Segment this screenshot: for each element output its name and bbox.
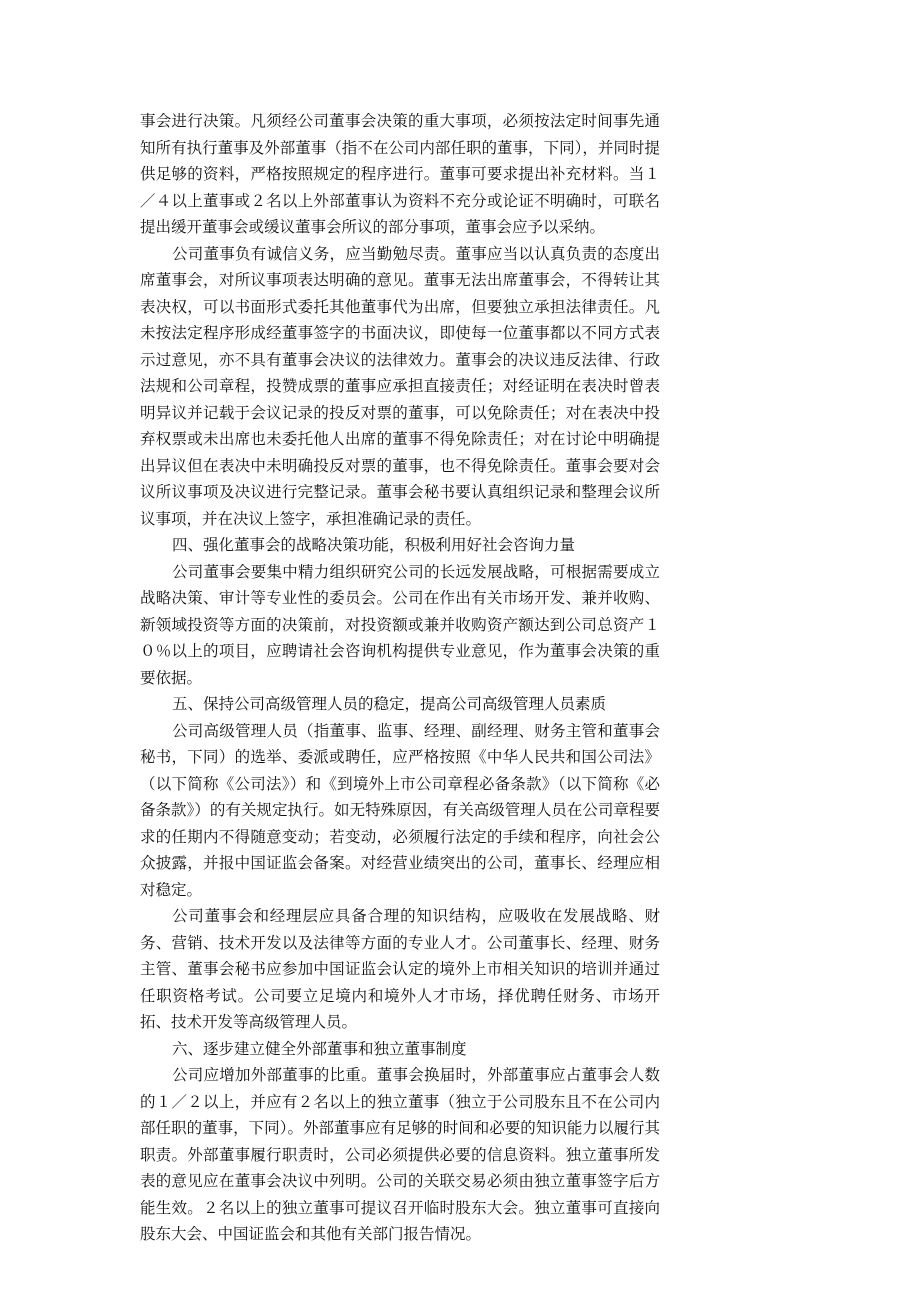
paragraph-knowledge-structure: 公司董事会和经理层应具备合理的知识结构，应吸收在发展战略、财务、营销、技术开发以及法律等方面的专业人才。公司董事长、经理、财务主管、董事会秘书应参加中国证监会认定的境外上市相关知识的培训并通过任职资格考试。公司要立足境内和境外人才市场，择优聘任财务、市场开拓、技术开发等高级管理人员。 [140, 907, 660, 1031]
paragraph-strategy: 公司董事会要集中精力组织研究公司的长远发展战略，可根据需要成立战略决策、审计等专业性的委员会。公司在作出有关市场开发、兼并收购、新领域投资等方面的决策前，对投资额或兼并收购资产额达到公司总资产１０％以上的项目，应聘请社会咨询机构提供专业意见，作为董事会决策的重要依据。 [140, 562, 660, 687]
section-heading-6: 六、逐步建立健全外部董事和独立董事制度 [172, 1039, 467, 1058]
section-heading-5: 五、保持公司高级管理人员的稳定，提高公司高级管理人员素质 [172, 695, 607, 713]
section-heading-4: 四、强化董事会的战略决策功能，积极利用好社会咨询力量 [172, 536, 576, 554]
paragraph-continuation: 事会进行决策。凡须经公司董事会决策的重大事项，必须按法定时间事先通知所有执行董事及外部董事（指不在公司内部任职的董事，下同），并同时提供足够的资料，严格按照规定的程序进行。董事可要求提出补充材料。当１／４以上董事或２名以上外部董事认为资料不充分或论证不明确时，可联名提出缓开董事会或缓议董事会所议的部分事项，董事会应予以采纳。 [140, 112, 660, 236]
paragraph-director-duties: 公司董事负有诚信义务，应当勤勉尽责。董事应当以认真负责的态度出席董事会，对所议事项表达明确的意见。董事无法出席董事会，不得转让其表决权，可以书面形式委托其他董事代为出席，但要独立承担法律责任。凡未按法定程序形成经董事签字的书面决议，即使每一位董事都以不同方式表示过意见，亦不具有董事会决议的法律效力。董事会的决议违反法律、行政法规和公司章程，投赞成票的董事应承担直接责任；对经证明在表决时曾表明异议并记载于会议记录的投反对票的董事，可以免除责任；对在表决中投弃权票或未出席也未委托他人出席的董事不得免除责任；对在讨论中明确提出异议但在表决中未明确投反对票的董事，也不得免除责任。董事会要对会议所议事项及决议进行完整记录。董事会秘书要认真组织记录和整理会议所议事项，并在决议上签字，承担准确记录的责任。 [140, 244, 660, 528]
paragraph-independent-directors: 公司应增加外部董事的比重。董事会换届时，外部董事应占董事会人数的１／２以上，并应有２名以上的独立董事（独立于公司股东且不在公司内部任职的董事，下同）。外部董事应有足够的时间和必要的知识能力以履行其职责。外部董事履行职责时，公司必须提供必要的信息资料。独立董事所发表的意见应在董事会决议中列明。公司的关联交易必须由独立董事签字后方能生效。２名以上的独立董事可提议召开临时股东大会。独立董事可直接向股东大会、中国证监会和其他有关部门报告情况。 [140, 1066, 660, 1243]
document-page [140, 108, 660, 1248]
paragraph-senior-management: 公司高级管理人员（指董事、监事、经理、副经理、财务主管和董事会秘书，下同）的选举、委派或聘任，应严格按照《中华人民共和国公司法》（以下简称《公司法》）和《到境外上市公司章程必备条款》（以下简称《必备条款》）的有关规定执行。如无特殊原因，有关高级管理人员在公司章程要求的任期内不得随意变动；若变动，必须履行法定的手续和程序，向社会公众披露，并报中国证监会备案。对经营业绩突出的公司，董事长、经理应相对稳定。 [140, 721, 660, 899]
